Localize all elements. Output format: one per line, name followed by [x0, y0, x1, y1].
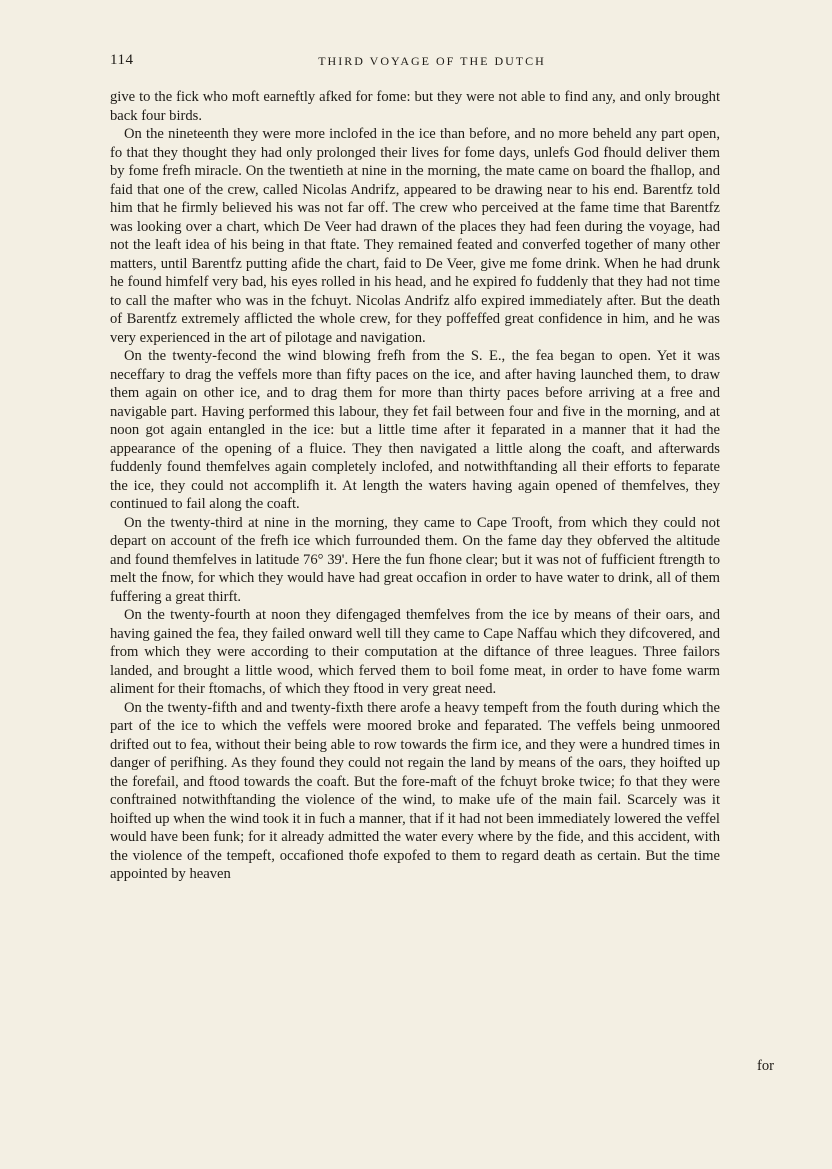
paragraph: On the twenty-fifth and and twenty-fixth there arofe a heavy tempeft from the fouth during which the part of the ice to which the veffels were moored broke and feparated. The veffels being unmoored drifted out to fea, without their being able to row towards the firm ice, and they were a hundred times in danger of perifhing. As they found they could not regain the land by means of the oars, they hoifted up the forefail, and ftood towards the coaft. But the fore-maft of the fchuyt broke twice; fo that they were conftrained notwithftanding the violence of the wind, to make ufe of the main fail. Scarcely was it hoifted up when the wind took it in fuch a manner, that if it had not been immediately lowered the veffel would have been funk; for it already admitted the water every where by the fide, and this accident, with the violence of the tempeft, occafioned thofe expofed to them to regard death as certain. But the time appointed by heaven — [110, 699, 720, 882]
paragraph: On the twenty-fecond the wind blowing frefh from the S. E., the fea began to open. Yet it was neceffary to drag the veffels more than fifty paces on the ice, and after having launched them, to draw them again on other ice, and to drag them for more than thirty paces before arriving at a free and navigable part. Having performed this labour, they fet fail between four and five in the morning, and at noon got again entangled in the ice: but a little time after it feparated in a manner that it had the appearance of the opening of a fluice. They then navigated a little along the coaft, and afterwards fuddenly found themfelves again completely inclofed, and notwithftanding all their efforts to feparate the ice, they could not accomplifh it. At length the waters having again opened of themfelves, they continued to fail along the coaft. — [110, 348, 720, 512]
page-number: 114 — [110, 52, 134, 68]
body-text — [110, 88, 720, 884]
page-header — [110, 52, 714, 74]
paragraph: On the twenty-third at nine in the morning, they came to Cape Trooft, from which they could not depart on account of the frefh ice which furrounded them. On the fame day they obferved the altitude and found themfelves in latitude 76° 39'. Here the fun fhone clear; but it was not of fufficient ftrength to melt the fnow, for which they would have had great occafion in order to have water to drink, all of them fuffering a great thirft. — [110, 514, 720, 605]
catchword: for — [756, 1058, 774, 1074]
paragraph: On the nineteenth they were more inclofed in the ice than before, and no more beheld any part open, fo that they thought they had only prolonged their lives for fome days, unlefs God fhould deliver them by fome frefh miracle. On the twentieth at nine in the morning, the mate came on board the fhallop, and faid that one of the crew, called Nicolas Andrifz, appeared to be drawing near to his end. Barentfz told him that he firmly believed his was not far off. The crew who perceived at the fame time that Barentfz was looking over a chart, which De Veer had drawn of the places they had feen during the voyage, had not the leaft idea of his being in that ftate. They remained feated and converfed together of many other matters, until Barentfz putting afide the chart, faid to De Veer, give me fome drink. When he had drunk he found himfelf very bad, his eyes rolled in his head, and he expired fo fuddenly that they had not time to call the mafter who was in the fchuyt. Nicolas Andrifz alfo expired immediately after. But the death of Barentfz extremely afflicted the whole crew, for they poffeffed great confidence in him, and he was very experienced in the art of pilotage and navigation. — [110, 126, 720, 346]
paragraph: On the twenty-fourth at noon they difengaged themfelves from the ice by means of their oars, and having gained the fea, they failed onward well till they came to Cape Naffau which they difcovered, and from which they were according to their computation at the diftance of three leagues. Three failors landed, and brought a little wood, which ferved them to boil fome meat, in order to have fome warm aliment for their ftomachs, of which they ftood in very great need. — [110, 607, 720, 697]
paragraph: give to the fick who moft earneftly afked for fome: but they were not able to find any, and only brought back four birds. — [110, 89, 720, 124]
running-head: THIRD VOYAGE OF THE DUTCH — [318, 54, 546, 68]
